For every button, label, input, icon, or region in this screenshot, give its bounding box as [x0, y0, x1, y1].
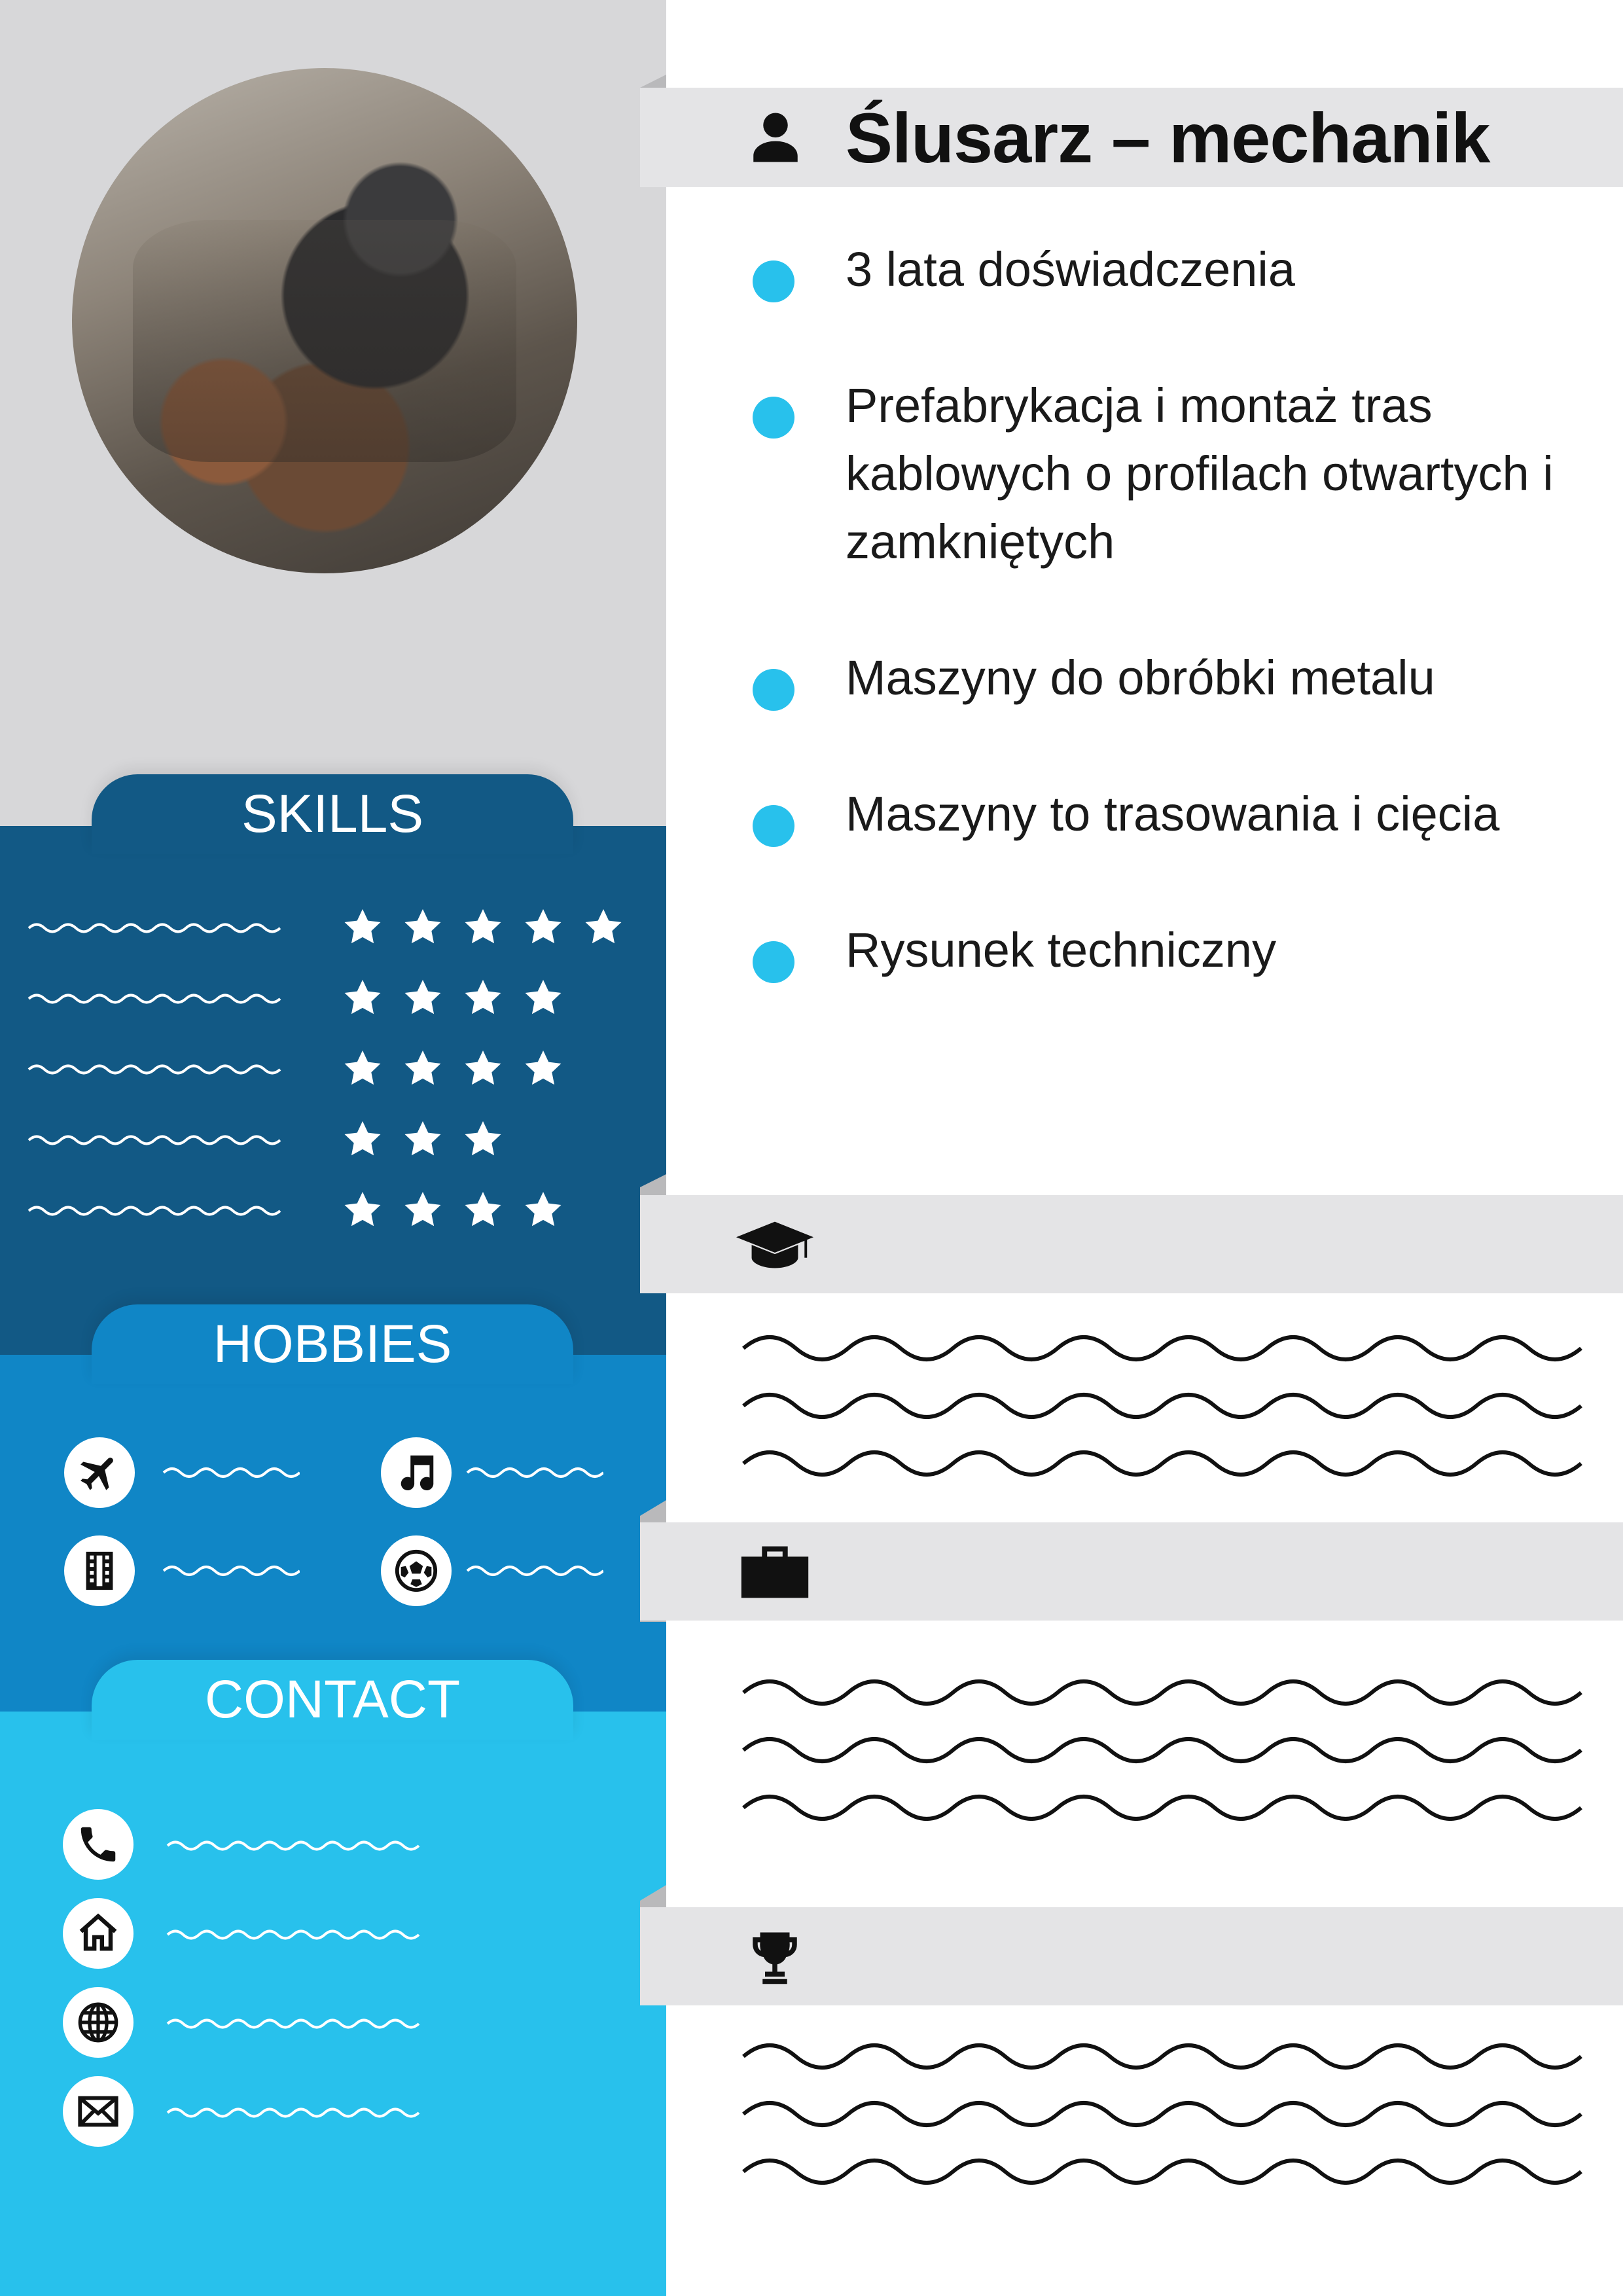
hobby-placeholder-line — [162, 1560, 300, 1581]
contact-placeholder-line — [166, 1835, 421, 1856]
music-note-icon — [381, 1437, 452, 1508]
skill-placeholder-line — [27, 988, 283, 1009]
star-icon — [462, 977, 522, 1020]
star-icon — [582, 906, 643, 949]
hobby-music — [381, 1437, 656, 1509]
hobbies-panel — [0, 1355, 666, 1712]
person-icon — [746, 108, 805, 167]
airplane-icon — [64, 1437, 135, 1508]
star-icon — [342, 906, 402, 949]
star-icon — [342, 1047, 402, 1090]
phone-icon — [63, 1809, 134, 1880]
title-row — [746, 88, 1489, 187]
trophy-icon — [732, 1924, 818, 1990]
star-icon — [522, 1047, 582, 1090]
skill-row — [27, 1121, 616, 1160]
bullet-dot — [753, 669, 794, 711]
job-title: Ślusarz – mechanik — [846, 98, 1490, 177]
skill-rating — [342, 1189, 582, 1232]
contact-address — [63, 1898, 455, 1971]
briefcase-icon — [732, 1539, 818, 1605]
star-icon — [522, 906, 582, 949]
hobby-placeholder-line — [466, 1462, 603, 1483]
skill-placeholder-line — [27, 918, 283, 939]
achievements-placeholder-lines — [738, 2029, 1596, 2199]
skill-rating — [342, 1118, 522, 1161]
skill-row — [27, 908, 616, 948]
highlight-item: 3 lata doświadczenia — [753, 236, 1603, 304]
contact-email — [63, 2076, 455, 2149]
star-icon — [522, 977, 582, 1020]
skill-placeholder-line — [27, 1200, 283, 1221]
hobby-placeholder-line — [162, 1462, 300, 1483]
star-icon — [402, 1047, 462, 1090]
education-placeholder-lines — [738, 1321, 1596, 1491]
profile-photo — [72, 68, 577, 573]
graduation-cap-icon — [732, 1212, 818, 1278]
globe-icon — [63, 1987, 134, 2058]
bullet-dot — [753, 260, 794, 302]
bullet-dot — [753, 941, 794, 983]
contact-placeholder-line — [166, 2013, 421, 2034]
star-icon — [522, 1189, 582, 1232]
contact-placeholder-line — [166, 1924, 421, 1945]
film-icon — [64, 1535, 135, 1606]
skill-row — [27, 979, 616, 1018]
experience-placeholder-lines — [738, 1665, 1596, 1835]
star-icon — [402, 906, 462, 949]
star-icon — [402, 977, 462, 1020]
highlight-item: Prefabrykacja i montaż tras kablowych o profilach otwartych i zamkniętych — [753, 372, 1603, 576]
star-icon — [462, 1189, 522, 1232]
star-icon — [342, 977, 402, 1020]
soccer-ball-icon — [381, 1535, 452, 1606]
star-icon — [402, 1118, 462, 1161]
home-icon — [63, 1898, 134, 1969]
skill-placeholder-line — [27, 1130, 283, 1151]
contact-website — [63, 1987, 455, 2060]
skill-placeholder-line — [27, 1059, 283, 1080]
contact-heading: CONTACT — [92, 1660, 573, 1740]
hobby-film — [64, 1535, 339, 1607]
star-icon — [462, 1047, 522, 1090]
contact-placeholder-line — [166, 2102, 421, 2123]
highlight-item: Rysunek techniczny — [753, 916, 1603, 984]
star-icon — [402, 1189, 462, 1232]
skill-row — [27, 1050, 616, 1089]
skill-rating — [342, 1047, 582, 1090]
hobbies-heading: HOBBIES — [92, 1304, 573, 1384]
star-icon — [342, 1118, 402, 1161]
skill-rating — [342, 977, 582, 1020]
skill-rating — [342, 906, 643, 949]
contact-phone — [63, 1809, 455, 1882]
star-icon — [342, 1189, 402, 1232]
envelope-icon — [63, 2076, 134, 2147]
highlight-item: Maszyny to trasowania i cięcia — [753, 780, 1603, 848]
skills-heading: SKILLS — [92, 774, 573, 854]
star-icon — [462, 906, 522, 949]
hobby-placeholder-line — [466, 1560, 603, 1581]
bullet-dot — [753, 397, 794, 439]
highlights-list — [753, 236, 1603, 984]
hobby-football — [381, 1535, 656, 1607]
star-icon — [462, 1118, 522, 1161]
skill-row — [27, 1191, 616, 1230]
bullet-dot — [753, 805, 794, 847]
highlight-item: Maszyny do obróbki metalu — [753, 644, 1603, 712]
hobby-travel — [64, 1437, 339, 1509]
